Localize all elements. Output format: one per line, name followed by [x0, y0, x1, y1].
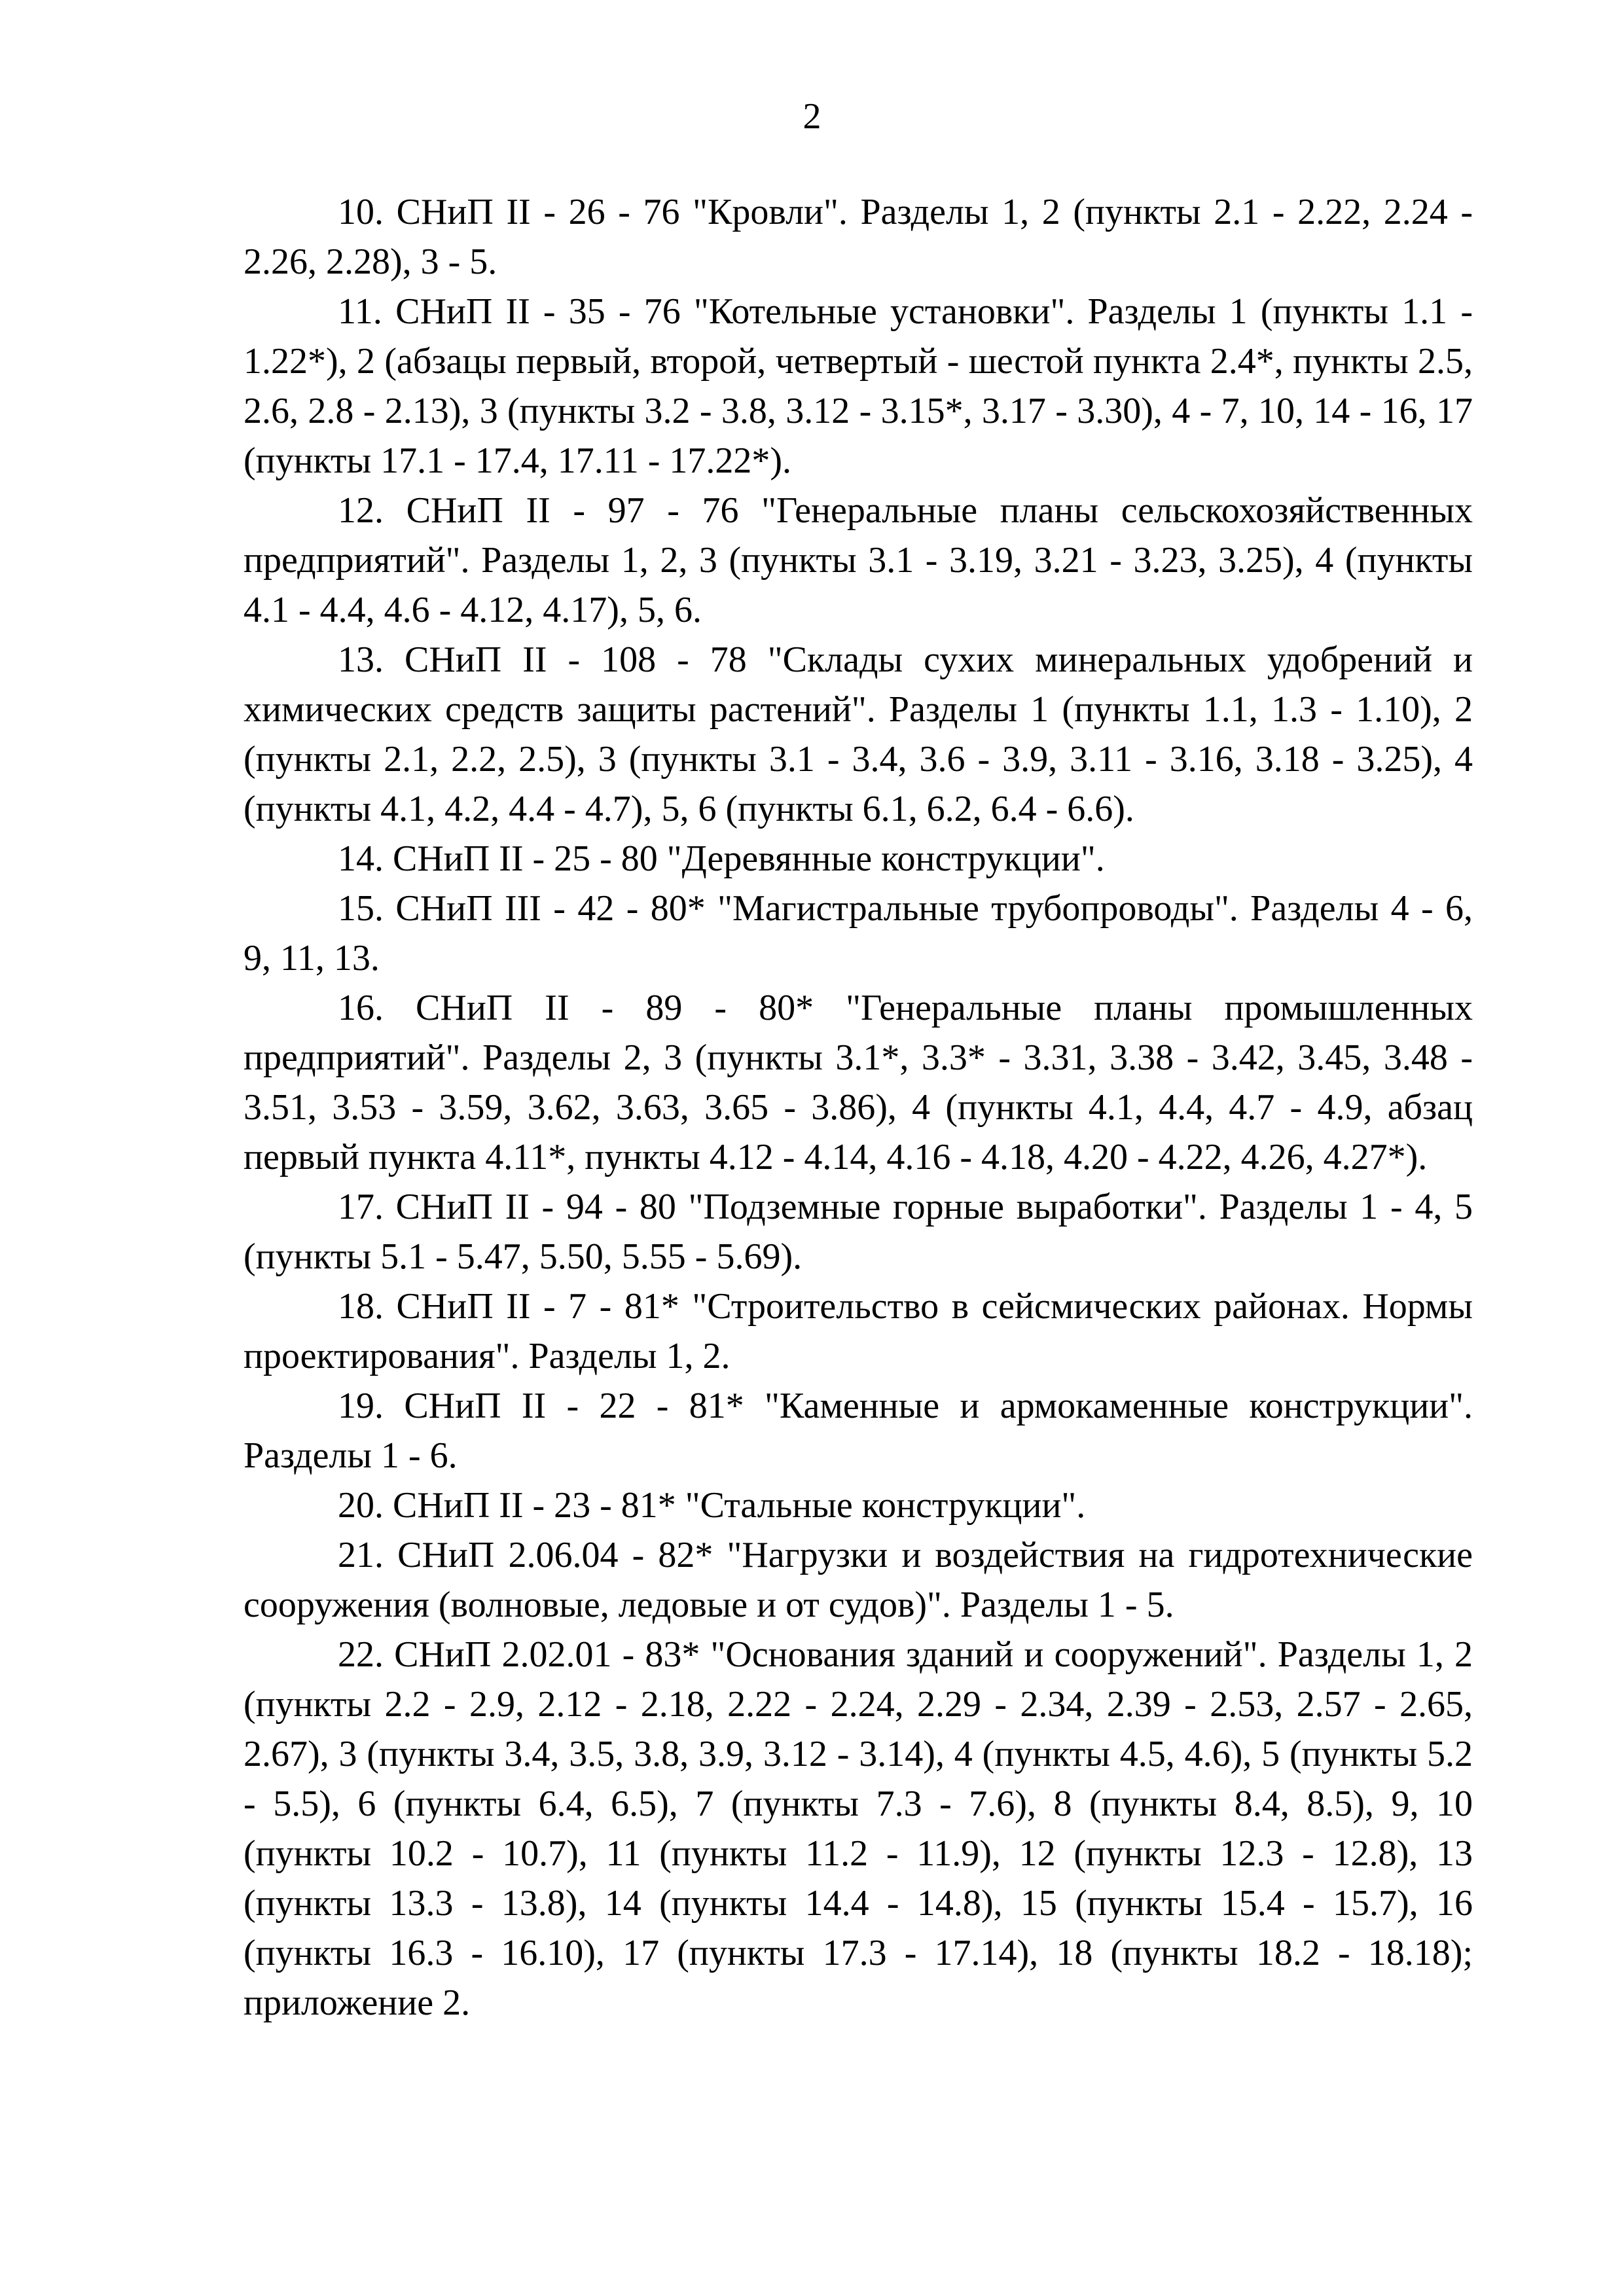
list-item: 22. СНиП 2.02.01 - 83* "Основания зданий и сооружений". Разделы 1, 2 (пункты 2.2 - 2.9, 2.12 - 2.18, 2.22 - 2.24, 2.29 - 2.34, 2.39 - 2.53, 2.57 - 2.65, 2.67), 3 (пункты 3.4, 3.5, 3.8, 3.9, 3.12 - 3.14), 4 (пункты 4.5, 4.6), 5 (пункты 5.2 - 5.5), 6 (пункты 6.4, 6.5), 7 (пункты 7.3 - 7.6), 8 (пункты 8.4, 8.5), 9, 10 (пункты 10.2 - 10.7), 11 (пункты 11.2 - 11.9), 12 (пункты 12.3 - 12.8), 13 (пункты 13.3 - 13.8), 14 (пункты 14.4 - 14.8), 15 (пункты 15.4 - 15.7), 16 (пункты 16.3 - 16.10), 17 (пункты 17.3 - 17.14), 18 (пункты 18.2 - 18.18); приложение 2. — [244, 1634, 1473, 2023]
list-item: 19. СНиП II - 22 - 81* "Каменные и армокаменные конструкции". Разделы 1 - 6. — [244, 1386, 1473, 1476]
list-item: 20. СНиП II - 23 - 81* "Стальные конструкции". — [338, 1485, 1086, 1526]
list-item: 21. СНиП 2.06.04 - 82* "Нагрузки и воздействия на гидротехнические сооружения (волновые, ледовые и от судов)". Разделы 1 - 5. — [244, 1535, 1473, 1625]
list-item: 10. СНиП II - 26 - 76 "Кровли". Разделы 1, 2 (пункты 2.1 - 2.22, 2.24 - 2.26, 2.28), 3 - 5. — [244, 192, 1473, 282]
list-item: 13. СНиП II - 108 - 78 "Склады сухих минеральных удобрений и химических средств защиты растений". Разделы 1 (пункты 1.1, 1.3 - 1.10), 2 (пункты 2.1, 2.2, 2.5), 3 (пункты 3.1 - 3.4, 3.6 - 3.9, 3.11 - 3.16, 3.18 - 3.25), 4 (пункты 4.1, 4.2, 4.4 - 4.7), 5, 6 (пункты 6.1, 6.2, 6.4 - 6.6). — [244, 639, 1473, 829]
list-item: 11. СНиП II - 35 - 76 "Котельные установки". Разделы 1 (пункты 1.1 - 1.22*), 2 (абзацы первый, второй, четвертый - шестой пункта 2.4*, пункты 2.5, 2.6, 2.8 - 2.13), 3 (пункты 3.2 - 3.8, 3.12 - 3.15*, 3.17 - 3.30), 4 - 7, 10, 14 - 16, 17 (пункты 17.1 - 17.4, 17.11 - 17.22*). — [244, 291, 1473, 481]
list-item: 15. СНиП III - 42 - 80* "Магистральные трубопроводы". Разделы 4 - 6, 9, 11, 13. — [244, 888, 1473, 978]
regulation-list — [244, 187, 1473, 2028]
list-item: 16. СНиП II - 89 - 80* "Генеральные планы промышленных предприятий". Разделы 2, 3 (пункты 3.1*, 3.3* - 3.31, 3.38 - 3.42, 3.45, 3.48 - 3.51, 3.53 - 3.59, 3.62, 3.63, 3.65 - 3.86), 4 (пункты 4.1, 4.4, 4.7 - 4.9, абзац первый пункта 4.11*, пункты 4.12 - 4.14, 4.16 - 4.18, 4.20 - 4.22, 4.26, 4.27*). — [244, 988, 1473, 1177]
list-item: 12. СНиП II - 97 - 76 "Генеральные планы сельскохозяйственных предприятий". Разделы 1, 2, 3 (пункты 3.1 - 3.19, 3.21 - 3.23, 3.25), 4 (пункты 4.1 - 4.4, 4.6 - 4.12, 4.17), 5, 6. — [244, 490, 1473, 630]
page-number: 2 — [803, 96, 821, 137]
list-item: 14. СНиП II - 25 - 80 "Деревянные конструкции". — [338, 838, 1105, 879]
list-item: 17. СНиП II - 94 - 80 "Подземные горные выработки". Разделы 1 - 4, 5 (пункты 5.1 - 5.47, 5.50, 5.55 - 5.69). — [244, 1187, 1473, 1277]
list-item: 18. СНиП II - 7 - 81* "Строительство в сейсмических районах. Нормы проектирования". Разделы 1, 2. — [244, 1286, 1473, 1376]
